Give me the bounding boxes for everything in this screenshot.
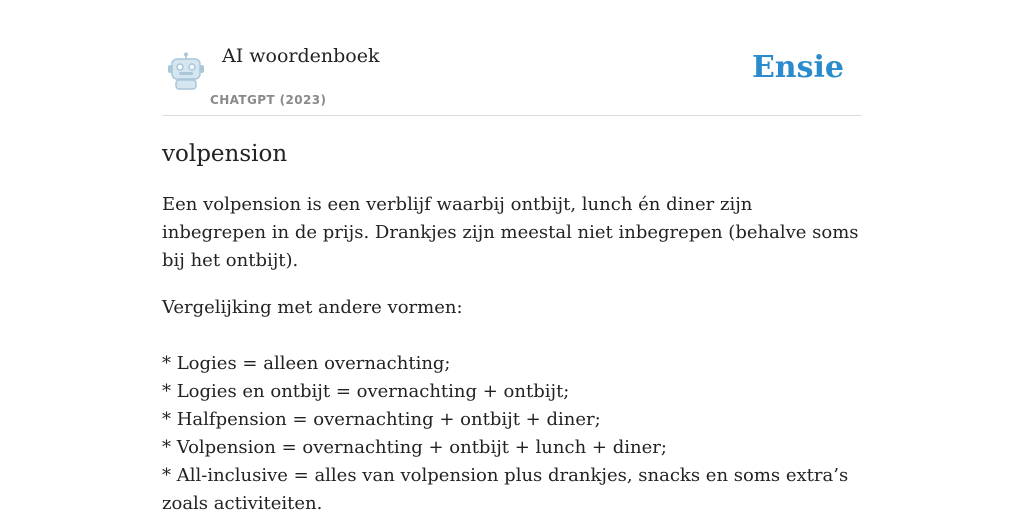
- entry-definition: Een volpension is een verblijf waarbij ontbijt, lunch én diner zijn inbegrepen in de prijs. Drankjes zijn meestal niet inbegrepen (behalve soms bij het ontbijt).: [162, 194, 859, 271]
- robot-icon: [166, 52, 206, 90]
- list-item: * Logies en ontbijt = overnachting + ontbijt;: [162, 381, 570, 402]
- comparison-list: [162, 350, 862, 512]
- header: [162, 0, 862, 116]
- source-subtitle: CHATGPT (2023): [210, 93, 327, 107]
- list-item: * Volpension = overnachting + ontbijt + lunch + diner;: [162, 437, 667, 458]
- list-item: * Logies = alleen overnachting;: [162, 353, 451, 374]
- list-item: * Halfpension = overnachting + ontbijt + diner;: [162, 409, 601, 430]
- entry-word: volpension: [162, 141, 288, 167]
- source-title[interactable]: AI woordenboek: [222, 45, 380, 67]
- comparison-intro: Vergelijking met andere vormen:: [162, 297, 463, 318]
- list-item: * All-inclusive = alles van volpension plus drankjes, snacks en soms extra’s zoals activiteiten.: [162, 465, 849, 512]
- entry-content: [162, 136, 862, 512]
- ensie-logo-link[interactable]: Ensie: [751, 50, 844, 85]
